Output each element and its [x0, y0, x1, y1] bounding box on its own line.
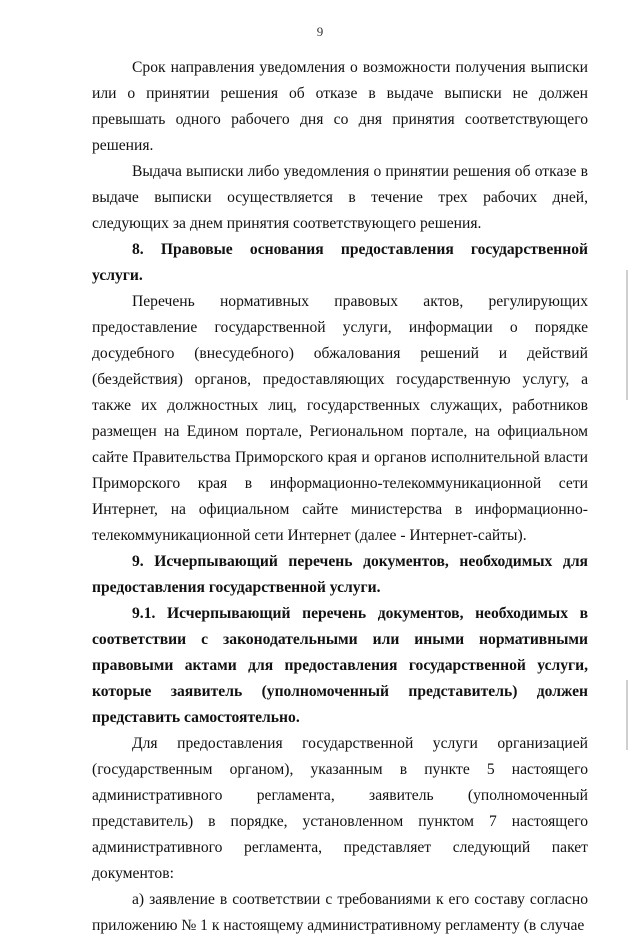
paragraph-notification-term: Срок направления уведомления о возможности получения выписки или о принятии решения об отказе в выдаче выписки не должен превышать одного рабочего дня со дня принятия соответствующего решения.	[92, 59, 588, 154]
page-number: 9	[316, 24, 324, 39]
list-item-a: а) заявление в соответствии с требованиями к его составу согласно приложению № 1 к настоящему административному регламенту (в случае	[92, 891, 588, 934]
document-body	[92, 55, 588, 939]
paragraph-issuance-term: Выдача выписки либо уведомления о принятии решения об отказе в выдаче выписки осуществляется в течение трех рабочих дней, следующих за днем принятия соответствующего решения.	[92, 163, 588, 232]
paragraph-legal-acts: Перечень нормативных правовых актов, регулирующих предоставление государственной услуги, информации о порядке досудебного (внесудебного) обжалования решений и действий (бездействия) органов, предоставляющих государственную услугу, а также их должностных лиц, государственных служащих, работников размещен на Едином портале, Региональном портале, на официальном сайте Правительства Приморского края и органов исполнительной власти Приморского края в информационно-телекоммуникационной сети Интернет, на официальном сайте министерства в информационно-телекоммуникационной сети Интернет (далее - Интернет-сайты).	[92, 293, 588, 544]
scan-margin-mark	[626, 680, 628, 750]
scan-margin-mark	[626, 270, 628, 400]
section-heading-8: 8. Правовые основания предоставления государственной услуги.	[92, 241, 588, 284]
section-heading-9: 9. Исчерпывающий перечень документов, необходимых для предоставления государственной услуги.	[92, 553, 588, 596]
paragraph-document-package: Для предоставления государственной услуги организацией (государственным органом), указанным в пункте 5 настоящего административного регламента, заявитель (уполномоченный представитель) в порядке, установленном пунктом 7 настоящего административного регламента, представляет следующий пакет документов:	[92, 735, 588, 882]
section-heading-9-1: 9.1. Исчерпывающий перечень документов, необходимых в соответствии с законодательными или иными нормативными правовыми актами для предоставления государственной услуги, которые заявитель (уполномоченный представитель) должен представить самостоятельно.	[92, 605, 588, 726]
